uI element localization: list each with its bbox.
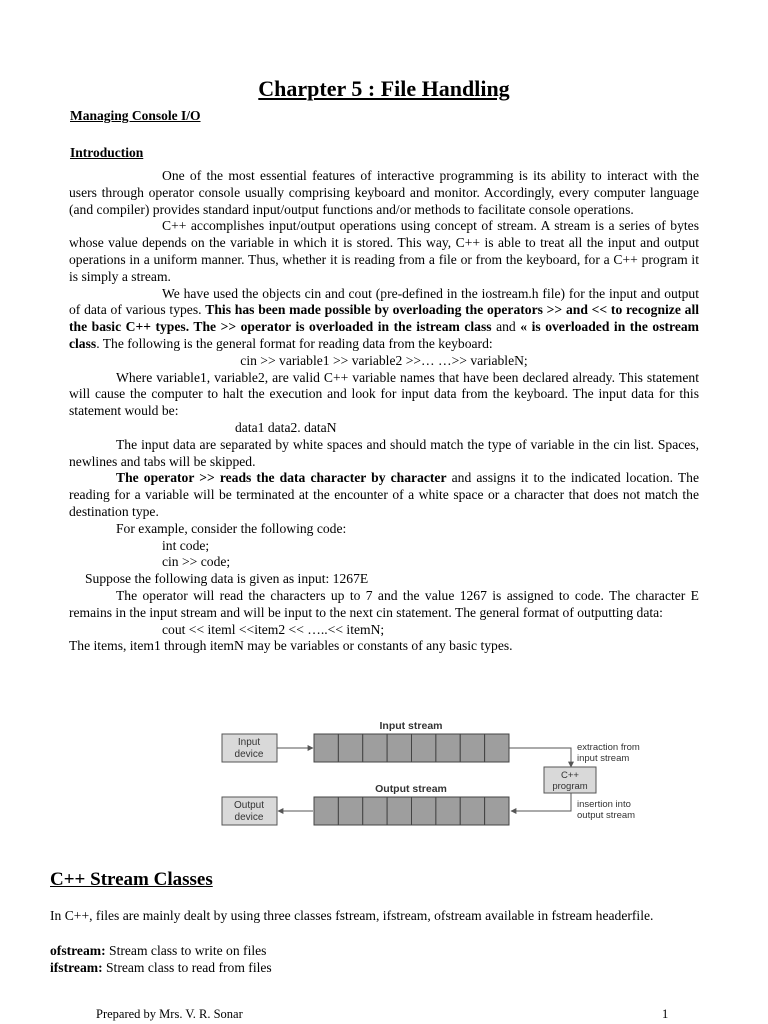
bold-text-run: The operator >> reads the data character by character [116, 470, 447, 486]
paragraph-variables: Where variable1, variable2, are valid C++ variable names that have been declared already. This statement will cause the computer to halt the execution and look for input data from the keyboard. The input data for this statement would be: [69, 369, 699, 419]
ifstream-description: Stream class to read from files [102, 959, 272, 975]
chapter-title: Charpter 5 : File Handling [258, 76, 510, 101]
ofstream-label: ofstream: [50, 943, 106, 958]
output-stream-cell [363, 797, 387, 825]
output-device-label-line1: Output [233, 800, 265, 811]
code-cin-variables: cin >> variable1 >> variable2 >>… …>> variableN; [240, 352, 528, 368]
input-stream-label: Input stream [379, 720, 443, 732]
bold-text-run: This has been made possible by overloading the operators >> and << to recognize all the basic C++ types. The >> operator is overloaded in the istream class [69, 302, 699, 335]
insertion-label-line1: insertion into [577, 799, 631, 810]
section-heading-stream-classes: C++ Stream Classes [50, 869, 213, 890]
text-run: and assigns it to the indicated location. The reading for a variable will be terminated at the encounter of a white space or a character that does not match the destination type. [69, 470, 699, 519]
ifstream-label: ifstream: [50, 959, 103, 975]
insertion-label-line2: output stream [577, 810, 636, 821]
footer-prepared-by: Prepared by Mrs. V. R. Sonar [96, 1007, 243, 1021]
output-stream-cell [412, 797, 436, 825]
data-line: data1 data2. dataN [235, 419, 337, 435]
arrow-stream-to-program [509, 748, 571, 767]
program-label-line1: C++ [561, 770, 579, 781]
ofstream-description: Stream class to write on files [105, 943, 267, 958]
stream-diagram [219, 717, 659, 829]
input-stream-cell [412, 734, 436, 762]
paragraph-cin-cout [69, 286, 699, 353]
paragraph-suppose: Suppose the following data is given as input: 1267E [85, 571, 369, 587]
program-label-line2: program [552, 781, 588, 792]
output-stream-cell [314, 797, 338, 825]
output-stream-cell [460, 797, 484, 825]
extraction-label-line1: extraction from [577, 742, 640, 753]
input-device-label-line2: device [234, 749, 264, 760]
output-stream-label: Output stream [375, 783, 447, 795]
paragraph-operator-reads [69, 470, 699, 520]
code-cin-code: cin >> code; [162, 554, 231, 570]
paragraph-intro: One of the most essential features of interactive programming is its ability to interact with the users through operator console usually comprising keyboard and monitor. Accordingly, every computer language (and compiler) provides standard input/output functions and/or methods to facilitate console operations. [69, 168, 699, 217]
input-device-label-line1: Input [237, 737, 261, 748]
output-device-label-line2: device [234, 812, 264, 823]
subheading-introduction: Introduction [70, 145, 144, 160]
list-item-ofstream [50, 943, 730, 960]
input-stream-cell [363, 734, 387, 762]
input-stream-cell [314, 734, 338, 762]
text-run: We have used the objects cin and cout (pre-defined in the iostream.h file) for the input and output of data of various types. [69, 285, 699, 318]
arrow-program-to-stream [511, 793, 571, 811]
output-stream-cell [485, 797, 509, 825]
output-stream-cell [387, 797, 411, 825]
paragraph-example: For example, consider the following code: [116, 520, 347, 536]
text-run: and [491, 319, 521, 335]
code-int-code: int code; [162, 537, 210, 553]
body-text [69, 168, 699, 655]
output-stream-cell [436, 797, 460, 825]
input-stream-cell [436, 734, 460, 762]
subheading-managing-console-io: Managing Console I/O [70, 108, 201, 123]
input-stream-cells [314, 734, 509, 762]
input-stream-cell [338, 734, 362, 762]
paragraph-white-spaces: The input data are separated by white spaces and should match the type of variable in the cin list. Spaces, newlines and tabs will be skipped. [69, 436, 699, 469]
list-item-ifstream [50, 960, 730, 977]
stream-class-list [50, 943, 730, 977]
output-stream-cell [338, 797, 362, 825]
input-stream-cell [485, 734, 509, 762]
output-stream-cells [314, 797, 509, 825]
bold-text-run: « is overloaded in the ostream class [69, 319, 699, 351]
paragraph-items: The items, item1 through itemN may be variables or constants of any basic types. [69, 638, 513, 654]
input-stream-cell [460, 734, 484, 762]
paragraph-streams: C++ accomplishes input/output operations using concept of stream. A stream is a series of bytes whose value depends on the variable in which it is stored. This way, C++ is able to treat all the input and output operations in a uniform manner. Thus, whether it is reading from a file or from the keyboard, for a C++ program it is simply a stream. [69, 218, 699, 284]
paragraph-operator-read-chars: The operator will read the characters up to 7 and the value 1267 is assigned to code. The character E remains in the input stream and will be input to the next cin statement. The general format of outputting data: [69, 587, 699, 620]
code-cout-items: cout << iteml <<item2 << …..<< itemN; [162, 621, 385, 637]
input-stream-cell [387, 734, 411, 762]
footer-page-number: 1 [662, 1007, 669, 1021]
extraction-label-line2: input stream [577, 753, 630, 764]
section-intro: In C++, files are mainly dealt by using three classes fstream, ifstream, ofstream available in fstream headerfile. [50, 908, 654, 923]
text-run: . The following is the general format for reading data from the keyboard: [96, 335, 493, 351]
